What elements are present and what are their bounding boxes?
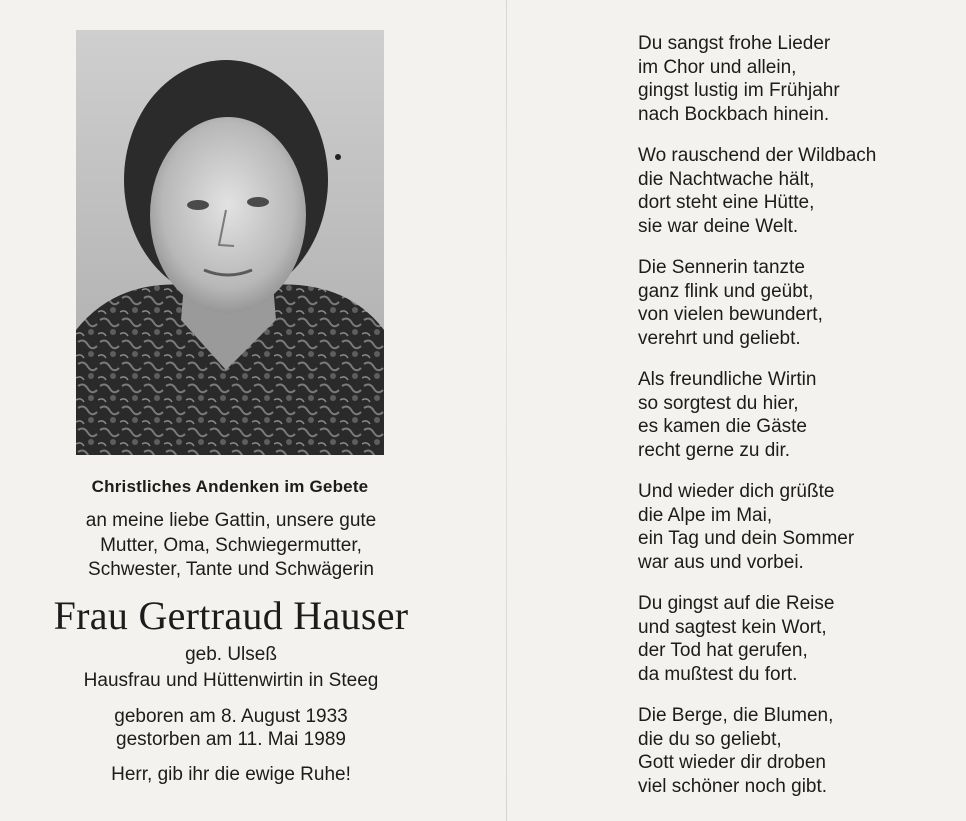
poem-line: gingst lustig im Frühjahr bbox=[638, 80, 840, 101]
birth-date: geboren am 8. August 1933 bbox=[114, 706, 348, 727]
poem-line: nach Bockbach hinein. bbox=[638, 103, 830, 125]
poem-stanza bbox=[638, 480, 958, 574]
poem-line: Die Sennerin tanzte bbox=[638, 257, 805, 278]
death-date: gestorben am 11. Mai 1989 bbox=[116, 729, 346, 750]
poem-line: ein Tag und dein Sommer bbox=[638, 528, 855, 549]
prayer: Herr, gib ihr die ewige Ruhe! bbox=[111, 764, 351, 785]
poem-stanza bbox=[638, 368, 958, 462]
life-dates bbox=[0, 705, 462, 751]
dedication-line: Schwester, Tante und Schwägerin bbox=[88, 559, 374, 580]
portrait-photo bbox=[76, 30, 384, 455]
poem-line: dort steht eine Hütte, bbox=[638, 192, 815, 213]
poem bbox=[638, 32, 958, 816]
poem-stanza bbox=[638, 704, 958, 798]
poem-line: von vielen bewundert, bbox=[638, 304, 823, 325]
card-fold bbox=[506, 0, 507, 821]
poem-line: Wo rauschend der Wildbach bbox=[638, 145, 877, 166]
dedication-line: Mutter, Oma, Schwiegermutter, bbox=[100, 534, 362, 556]
poem-line: Und wieder dich grüßte bbox=[638, 481, 835, 502]
dedication bbox=[0, 509, 462, 583]
poem-line: war aus und vorbei. bbox=[638, 551, 804, 573]
poem-stanza bbox=[638, 32, 958, 126]
poem-line: viel schöner noch gibt. bbox=[638, 775, 828, 797]
poem-line: die Nachtwache hält, bbox=[638, 168, 815, 190]
poem-line: so sorgtest du hier, bbox=[638, 392, 799, 414]
dedication-line: an meine liebe Gattin, unsere gute bbox=[85, 510, 377, 531]
poem-line: da mußtest du fort. bbox=[638, 663, 798, 685]
poem-line: verehrt und geliebt. bbox=[638, 327, 801, 349]
poem-line: Als freundliche Wirtin bbox=[638, 369, 817, 390]
poem-line: sie war deine Welt. bbox=[638, 215, 799, 237]
heading: Christliches Andenken im Gebete bbox=[91, 477, 369, 496]
poem-line: Du sangst frohe Lieder bbox=[638, 33, 831, 54]
occupation: Hausfrau und Hüttenwirtin in Steeg bbox=[83, 670, 379, 691]
poem-line: die Alpe im Mai, bbox=[638, 504, 773, 526]
poem-line: ganz flink und geübt, bbox=[638, 280, 814, 302]
poem-line: und sagtest kein Wort, bbox=[638, 616, 827, 638]
poem-stanza bbox=[638, 144, 958, 238]
deceased-name: Frau Gertraud Hauser bbox=[53, 593, 409, 638]
poem-line: Gott wieder dir droben bbox=[638, 752, 826, 773]
poem-line: die du so geliebt, bbox=[638, 728, 782, 750]
poem-line: Die Berge, die Blumen, bbox=[638, 705, 834, 726]
poem-line: Du gingst auf die Reise bbox=[638, 593, 835, 614]
poem-stanza bbox=[638, 592, 958, 686]
poem-line: recht gerne zu dir. bbox=[638, 439, 791, 461]
poem-line: es kamen die Gäste bbox=[638, 416, 807, 437]
poem-line: im Chor und allein, bbox=[638, 56, 797, 78]
maiden-name: geb. Ulseß bbox=[185, 644, 277, 665]
poem-stanza bbox=[638, 256, 958, 350]
poem-line: der Tod hat gerufen, bbox=[638, 640, 808, 661]
